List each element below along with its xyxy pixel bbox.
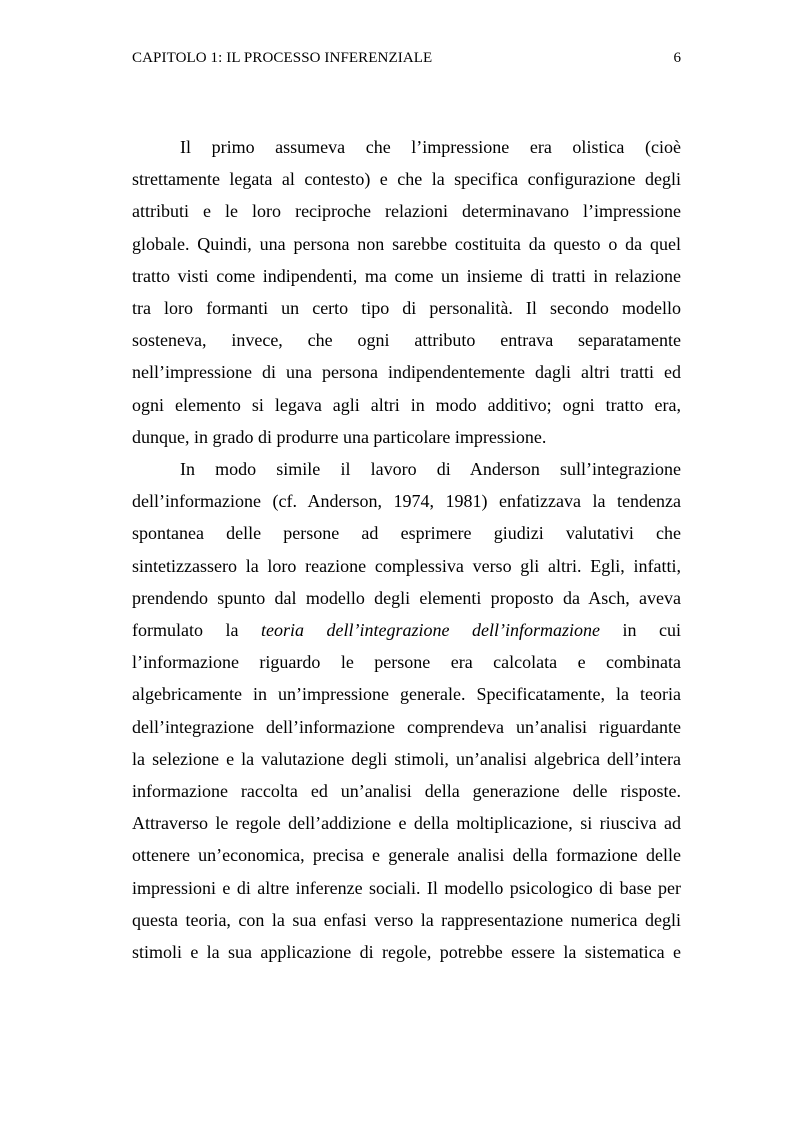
text-line: In modo simile il lavoro di Anderson sull’integrazione: [180, 459, 681, 480]
text-line: attributi e le loro reciproche relazioni determinavano l’impressione: [132, 201, 681, 222]
text-line: informazione raccolta ed un’analisi della generazione delle risposte.: [132, 781, 681, 802]
text-line: sintetizzassero la loro reazione complessiva verso gli altri. Egli, infatti,: [132, 555, 681, 576]
page-number: 6: [673, 50, 681, 66]
text-line: nell’impressione di una persona indipendentemente dagli altri tratti ed: [132, 362, 681, 383]
text-line: la selezione e la valutazione degli stimoli, un’analisi algebrica dell’intera: [132, 748, 681, 769]
text-line: l’informazione riguardo le persone era calcolata e combinata: [132, 652, 681, 673]
text-line: impressioni e di altre inferenze sociali. Il modello psicologico di base per: [132, 877, 681, 898]
paragraph-2: [132, 453, 681, 968]
text-line: prendendo spunto dal modello degli elementi proposto da Asch, aveva: [132, 587, 681, 608]
text-line: tratto visti come indipendenti, ma come un insieme di tratti in relazione: [132, 265, 681, 286]
text-line: strettamente legata al contesto) e che la specifica configurazione degli: [132, 169, 681, 190]
text-line: sosteneva, invece, che ogni attributo entrava separatamente: [132, 330, 681, 351]
text-line: globale. Quindi, una persona non sarebbe costituita da questo o da quel: [132, 233, 681, 254]
text-line: Attraverso le regole dell’addizione e della moltiplicazione, si riusciva ad: [132, 813, 681, 834]
text-line: dell’integrazione dell’informazione comprendeva un’analisi riguardante: [132, 716, 681, 737]
paragraph-1: [132, 131, 681, 453]
text-line: algebricamente in un’impressione generale. Specificatamente, la teoria: [132, 684, 681, 705]
emphasized-term: teoria dell’integrazione dell’informazione: [261, 620, 600, 641]
text-run: formulato la: [132, 620, 261, 641]
running-title: CAPITOLO 1: IL PROCESSO INFERENZIALE: [132, 50, 433, 66]
text-line: ottenere un’economica, precisa e generale analisi della formazione delle: [132, 845, 681, 866]
text-line: dunque, in grado di produrre una particolare impressione.: [132, 426, 547, 447]
body-text: [132, 131, 681, 968]
text-line: dell’informazione (cf. Anderson, 1974, 1981) enfatizzava la tendenza: [132, 491, 681, 512]
text-line: ogni elemento si legava agli altri in modo additivo; ogni tratto era,: [132, 394, 681, 415]
page-header: [132, 47, 681, 69]
text-line: tra loro formanti un certo tipo di personalità. Il secondo modello: [132, 298, 681, 319]
text-line-with-emphasis: [132, 614, 681, 646]
text-run: in cui: [599, 620, 681, 641]
text-line: spontanea delle persone ad esprimere giudizi valutativi che: [132, 523, 681, 544]
text-line: questa teoria, con la sua enfasi verso la rappresentazione numerica degli: [132, 909, 681, 930]
text-line: Il primo assumeva che l’impressione era olistica (cioè: [180, 137, 681, 157]
text-line: stimoli e la sua applicazione di regole, potrebbe essere la sistematica e: [132, 942, 681, 963]
